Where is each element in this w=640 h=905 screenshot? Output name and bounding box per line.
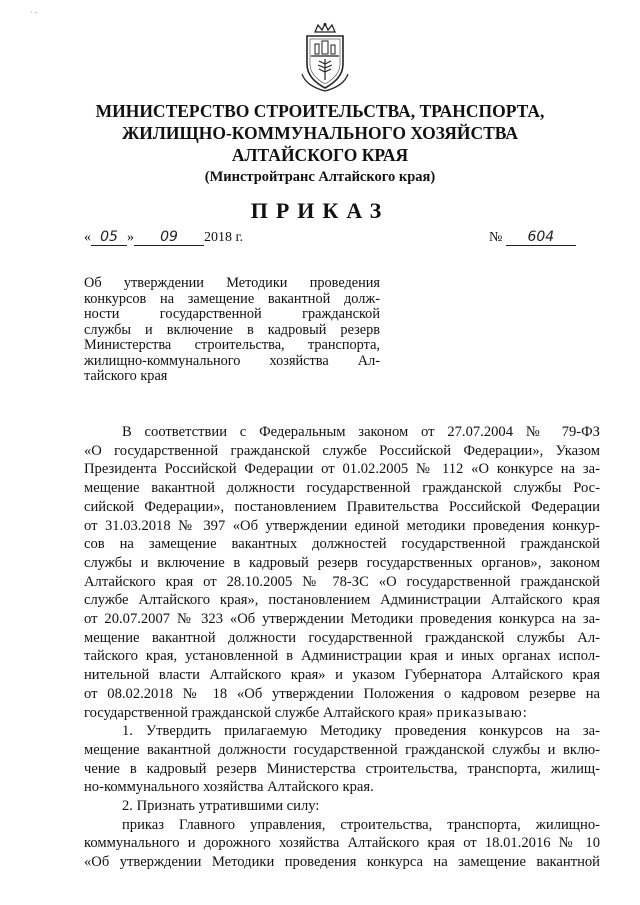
body-line: приказ Главного управления, строительства, транспорта, жилищно-: [122, 816, 600, 833]
repealed-order-paragraph: [84, 816, 600, 872]
body-line: тайского края, установленной в Администрации края и иных органах испол-: [84, 648, 600, 665]
item-2-paragraph: [84, 797, 600, 816]
number-value: 604: [506, 230, 576, 246]
document-number: [489, 230, 576, 246]
body-line: но-коммунального хозяйства Алтайского края.: [84, 779, 374, 796]
body-line: «О государственной гражданской службе Российской Федерации», Указом: [84, 442, 600, 459]
body-line: коммунального и дорожного хозяйства Алтайского края от 18.01.2016 № 10: [84, 835, 600, 852]
body-line: службе Алтайского края», постановлением Администрации Алтайского края: [84, 592, 600, 609]
order-verb: приказываю:: [436, 704, 528, 721]
body-line: службы и включение в кадровый резерв государственных органов», законом: [84, 554, 600, 571]
open-quote: «: [84, 230, 91, 245]
date-month: 09: [134, 230, 204, 246]
subject-line: тайского края: [84, 368, 168, 384]
body-line: от 20.07.2007 № 323 «Об утверждении Методики проведения конкурса на за-: [84, 611, 600, 628]
subject-line: Об утверждении Методики проведения: [84, 275, 380, 291]
number-label: №: [489, 230, 503, 245]
ministry-name: [0, 100, 640, 166]
subject-line: Министерства строительства, транспорта,: [84, 337, 380, 353]
order-subject: [84, 276, 380, 385]
body-line: мещение вакантной должности государственной гражданской службы и вклю-: [84, 741, 600, 758]
preamble-paragraph: [84, 423, 600, 722]
subject-line: конкурсов на замещение вакантной долж-: [84, 290, 380, 307]
body-line-text: государственной гражданской службе Алтайского края»: [84, 704, 434, 721]
body-line: [84, 704, 600, 723]
document-date: [84, 230, 243, 246]
body-line: В соответствии с Федеральным законом от 27.07.2004 № 79-ФЗ: [122, 424, 600, 440]
ministry-line: АЛТАЙСКОГО КРАЯ: [231, 145, 409, 165]
order-body: [84, 423, 600, 872]
ministry-line: ЖИЛИЩНО-КОММУНАЛЬНОГО ХОЗЯЙСТВА: [121, 123, 519, 143]
body-line: «Об утверждении Методики проведения конкурса на замещение вакантной: [84, 854, 600, 871]
body-line: чение в кадровый резерв Министерства строительства, транспорта, жилищ-: [84, 760, 600, 777]
body-line: мещение вакантной должности государственной гражданской службы Рос-: [84, 480, 600, 497]
body-line: от 31.03.2018 № 397 «Об утверждении единой методики проведения конкур-: [84, 517, 600, 534]
date-year: 2018 г.: [204, 230, 244, 245]
body-line: 1. Утвердить прилагаемую Методику проведения конкурсов на за-: [122, 723, 600, 740]
ministry-abbreviation: (Минстройтранс Алтайского края): [204, 169, 436, 185]
coat-of-arms-icon: [298, 22, 352, 92]
subject-line: жилищно-коммунального хозяйства Ал-: [84, 352, 380, 369]
body-line: 2. Признать утратившими силу:: [122, 798, 320, 815]
item-1-paragraph: [84, 722, 600, 797]
body-line: Алтайского края от 28.10.2005 № 78-ЗС «О государственной гражданской: [84, 573, 600, 590]
body-line: нительной власти Алтайского края» и указом Губернатора Алтайского края: [84, 667, 600, 684]
body-line: сов на замещение вакантных должностей государственной гражданской: [84, 536, 600, 553]
subject-line: службы и включение в кадровый резерв: [84, 321, 380, 338]
scan-mark: · -: [30, 8, 38, 17]
body-line: от 08.02.2018 № 18 «Об утверждении Положения о кадровом резерве на: [84, 685, 600, 702]
ministry-line: МИНИСТЕРСТВО СТРОИТЕЛЬСТВА, ТРАНСПОРТА,: [95, 101, 545, 121]
body-line: сийской Федерации», постановлением Правительства Российской Федерации: [84, 498, 600, 515]
close-quote: »: [127, 230, 134, 245]
body-line: мещение вакантной должности государственной гражданской службы Ал-: [84, 629, 600, 646]
body-line: Президента Российской Федерации от 01.02.2005 № 112 «О конкурсе на за-: [84, 461, 600, 478]
subject-line: ности государственной гражданской: [84, 306, 380, 322]
date-day: 05: [91, 230, 127, 246]
document-type: ПРИКАЗ: [250, 198, 390, 223]
